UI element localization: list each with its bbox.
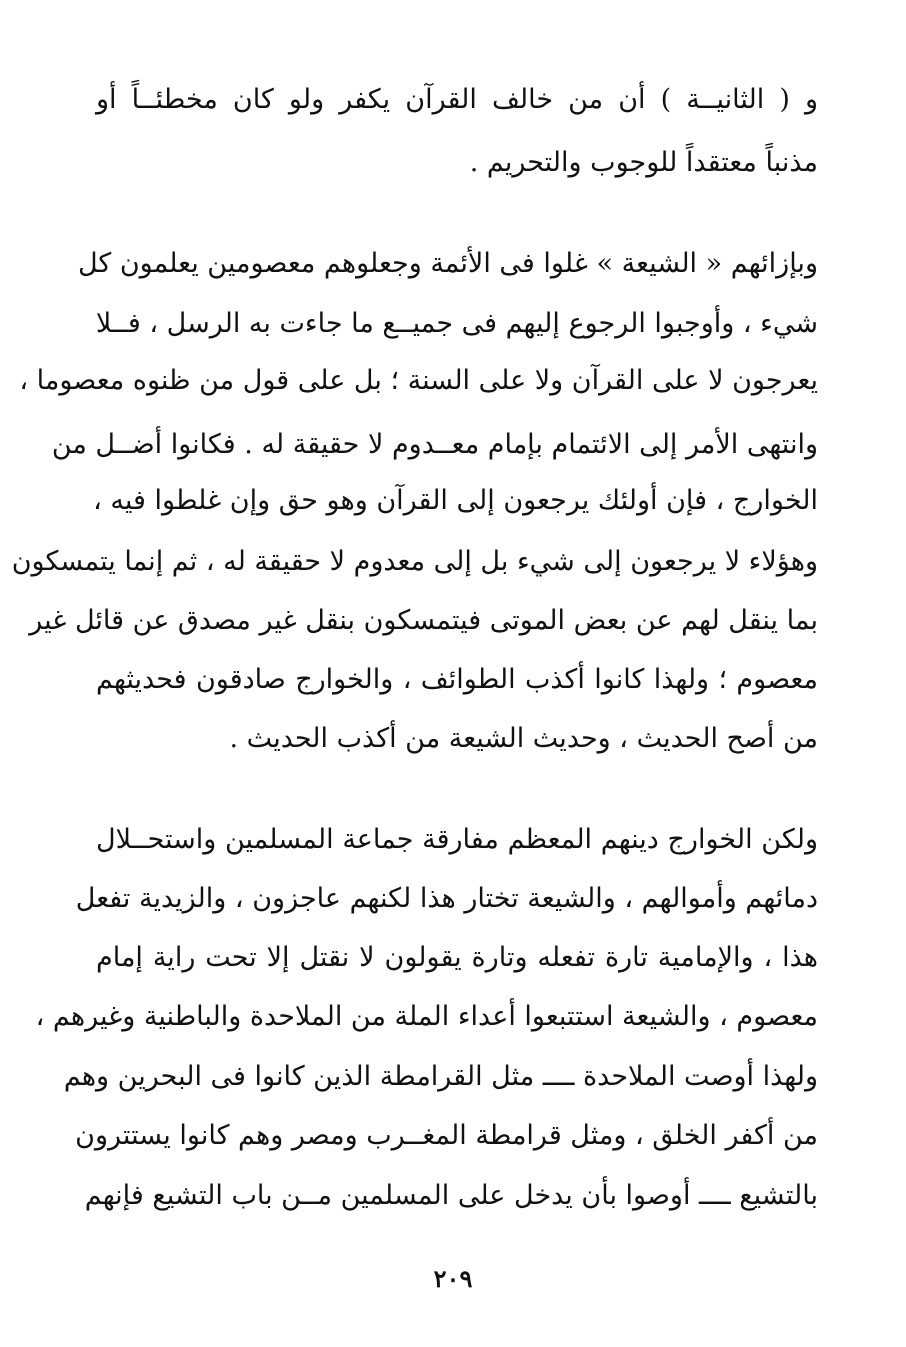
- text-line: يعرجون لا على القرآن ولا على السنة ؛ بل على قول من ظنوه معصوما ،: [19, 365, 818, 396]
- text-line: وهؤلاء لا يرجعون إلى شيء بل إلى معدوم لا حقيقة له ، ثم إنما يتمسكون: [11, 546, 818, 577]
- text-line: بالتشيع ــــ أوصوا بأن يدخل على المسلمين مــن باب التشيع فإنهم: [84, 1180, 818, 1211]
- text-line: بما ينقل لهم عن بعض الموتى فيتمسكون بنقل غير مصدق عن قائل غير: [29, 605, 818, 636]
- text-line: من أصح الحديث ، وحديث الشيعة من أكذب الحديث .: [229, 723, 818, 754]
- text-line: هذا ، والإمامية تارة تفعله وتارة يقولون لا نقتل إلا تحت راية إمام: [96, 942, 818, 973]
- text-line: الخوارج ، فإن أولئك يرجعون إلى القرآن وهو حق وإن غلطوا فيه ،: [93, 485, 818, 516]
- text-line: وانتهى الأمر إلى الائتمام بإمام معــدوم لا حقيقة له . فكانوا أضــل من: [51, 429, 818, 460]
- text-line: معصوم ؛ ولهذا كانوا أكذب الطوائف ، والخوارج صادقون فحديثهم: [96, 664, 818, 695]
- text-line: مذنباً معتقداً للوجوب والتحريم .: [469, 147, 818, 178]
- text-line: ولهذا أوصت الملاحدة ــــ مثل القرامطة الذين كانوا فى البحرين وهم: [63, 1061, 818, 1092]
- text-line: شيء ، وأوجبوا الرجوع إليهم فى جميــع ما جاءت به الرسل ، فــلا: [95, 308, 818, 339]
- text-line: و ( الثانيــة ) أن من خالف القرآن يكفر ولو كان مخطئــاً أو: [96, 84, 818, 115]
- text-line: ولكن الخوارج دينهم المعظم مفارقة جماعة المسلمين واستحــلال: [96, 824, 818, 855]
- text-line: من أكفر الخلق ، ومثل قرامطة المغــرب ومصر وهم كانوا يستترون: [75, 1120, 818, 1151]
- text-line: معصوم ، والشيعة استتبعوا أعداء الملة من الملاحدة والباطنية وغيرهم ،: [35, 1001, 818, 1032]
- text-line: دمائهم وأموالهم ، والشيعة تختار هذا لكنهم عاجزون ، والزيدية تفعل: [75, 883, 818, 914]
- page-number: ٢٠٩: [433, 1264, 473, 1293]
- text-line: وبإزائهم « الشيعة » غلوا فى الأئمة وجعلوهم معصومين يعلمون كل: [77, 248, 818, 279]
